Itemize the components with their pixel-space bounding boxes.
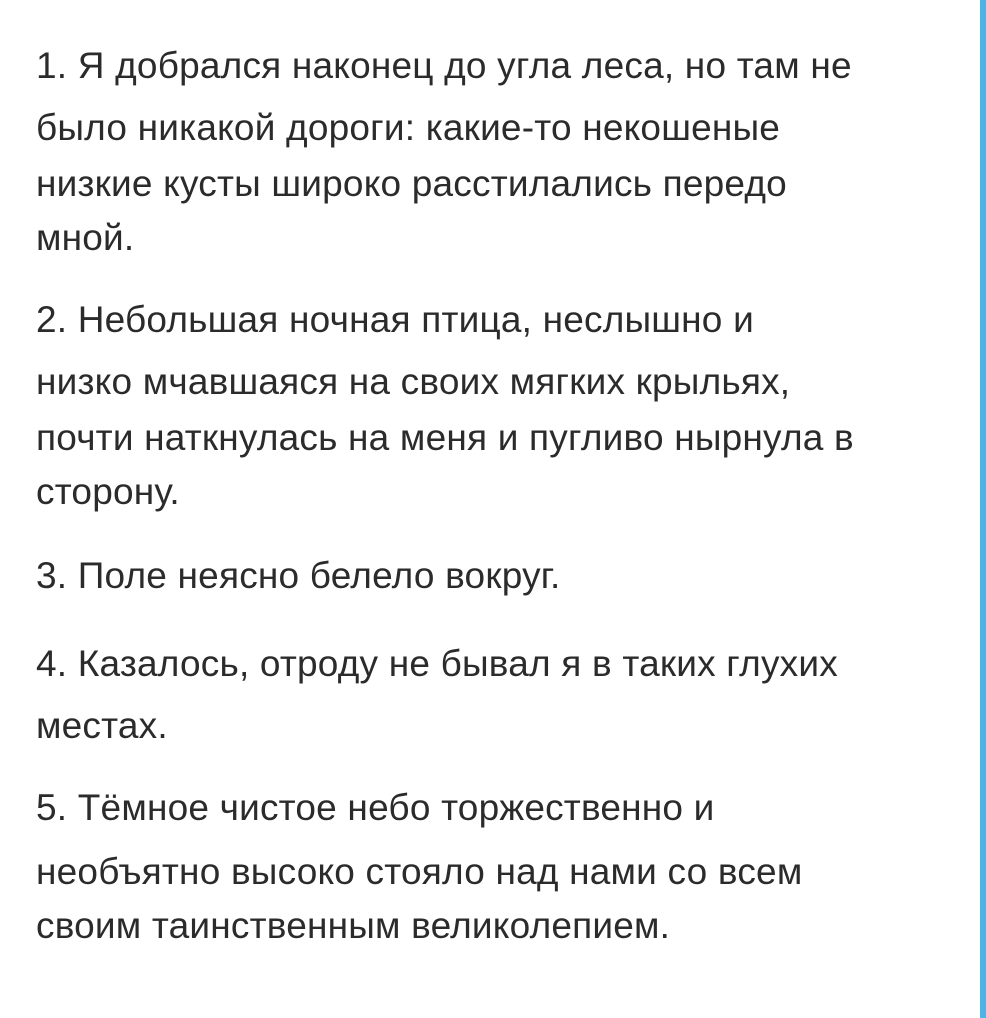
paragraph-line: мной. — [36, 217, 135, 258]
paragraph-line: 3. Поле неясно белело вокруг. — [36, 555, 561, 596]
paragraph-line: своим таинственным великолепием. — [36, 905, 671, 946]
paragraph-line: 4. Казалось, отроду не бывал я в таких глухих — [36, 643, 838, 684]
right-accent-border — [980, 0, 986, 1018]
paragraph-line: 1. Я добрался наконец до угла леса, но там не — [36, 45, 852, 86]
paragraph-line: низкие кусты широко расстилались передо — [36, 163, 787, 204]
paragraph-line: низко мчавшаяся на своих мягких крыльях, — [36, 361, 791, 402]
paragraph-line: местах. — [36, 705, 168, 746]
paragraph-line: 5. Тёмное чистое небо торжественно и — [36, 787, 715, 828]
paragraph-line: было никакой дороги: какие-то некошеные — [36, 107, 781, 148]
paragraph-line: 2. Небольшая ночная птица, неслышно и — [36, 299, 754, 340]
paragraph-line: необъятно высоко стояло над нами со всем — [36, 851, 803, 892]
paragraph-line: почти наткнулась на меня и пугливо нырнула в — [36, 417, 854, 458]
paragraph-line: сторону. — [36, 471, 180, 512]
